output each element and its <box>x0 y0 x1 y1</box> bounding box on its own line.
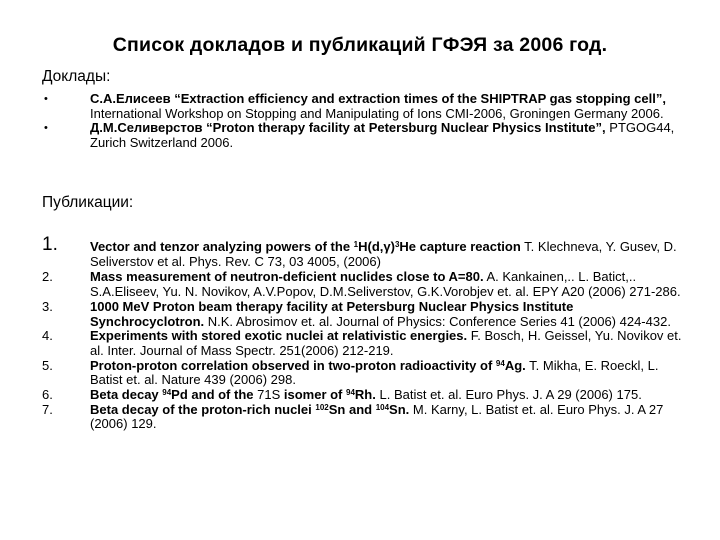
publication-text <box>90 270 690 299</box>
report-authors: С.А.Елисеев <box>90 91 171 106</box>
publications-list <box>42 234 682 432</box>
superscript: 94 <box>162 388 172 398</box>
report-authors: Д.М.Селиверстов <box>90 120 203 135</box>
report-text <box>90 121 690 150</box>
reports-list <box>42 92 682 150</box>
publication-title-part: Beta decay of the proton-rich nuclei <box>90 401 316 417</box>
publication-title-part: 1000 MeV Proton beam therapy facility at Petersburg Nuclear Physics Institute Synchrocyclotron. <box>90 298 574 329</box>
publication-title-part: Vector and tenzor analyzing powers of the <box>90 239 354 254</box>
publication-citation-part: T. Mikha, E. Roeckl, L. Batist et. al. Nature 439 (2006) 298. <box>90 357 659 388</box>
report-text <box>90 92 690 121</box>
publication-text <box>90 240 690 269</box>
publication-title-part: isomer of <box>280 387 347 403</box>
publication-item <box>42 359 682 388</box>
publication-item <box>42 388 682 403</box>
publication-citation-part: 71S <box>257 387 281 403</box>
publication-citation-part: L. Batist et. al. Euro Phys. J. A 29 (2006) 175. <box>375 387 642 403</box>
publication-text <box>90 300 690 329</box>
bullet-icon: • <box>44 122 48 134</box>
publication-title-part: Ag. <box>504 357 526 373</box>
publication-citation-part: M. Karny, L. Batist et. al. Euro Phys. J. A 27 (2006) 129. <box>90 401 664 432</box>
publication-citation-part: F. Bosch, H. Geissel, Yu. Novikov et. al. Inter. Journal of Mass Spectr. 251(2006) 212-219. <box>90 328 682 358</box>
publication-title-part: Mass measurement of neutron-deficient nuclides close to A=80. <box>90 269 484 285</box>
report-venue: PTGOG44, Zurich Switzerland 2006. <box>90 120 675 150</box>
publication-citation-part: T. Klechneva, Y. Gusev, D. Seliverstov et al. Phys. Rev. C 73, 03 4005, (2006) <box>90 239 677 269</box>
report-title: “Proton therapy facility at Petersburg Nuclear Physics Institute”, <box>206 120 606 135</box>
publication-number: 1. <box>42 234 58 255</box>
publication-number: 3. <box>42 298 53 314</box>
publication-item <box>42 234 682 269</box>
publication-text <box>90 403 690 432</box>
publication-text <box>90 388 690 403</box>
publication-number: 7. <box>42 401 53 417</box>
bullet-icon: • <box>44 93 48 105</box>
publication-title-part: Sn. <box>389 401 410 417</box>
publication-item <box>42 403 682 432</box>
publication-number: 5. <box>42 357 53 373</box>
publication-item <box>42 300 682 329</box>
publication-item <box>42 329 682 358</box>
publication-title-part: ) <box>390 239 395 254</box>
superscript: 3 <box>394 240 400 249</box>
superscript: 94 <box>346 388 355 398</box>
publication-title-part: Experiments with stored exotic nuclei at relativistic energies. <box>90 328 468 344</box>
publication-text <box>90 359 690 388</box>
superscript: 94 <box>495 358 505 368</box>
publication-title-part: H(d, <box>358 239 384 254</box>
publication-text <box>90 329 690 358</box>
superscript: 104 <box>375 402 390 412</box>
publication-title-part: Rh. <box>354 387 376 403</box>
superscript: 1 <box>353 240 359 249</box>
publication-title-part: Pd and of the <box>171 387 258 403</box>
publication-citation-part: N.K. Abrosimov et. al. Journal of Physics: Conference Series 41 (2006) 424-432. <box>204 313 671 329</box>
publication-number: 2. <box>42 269 53 285</box>
publication-number: 6. <box>42 387 53 403</box>
publication-citation-part: A. Kankainen,.. L. Batict,.. S.A.Eliseev, Yu. N. Novikov, A.V.Popov, D.M.Seliverstov, G.K.Vorobjev et. al. EPY A20 (2006) 271-286. <box>90 269 681 300</box>
publication-title-part: Proton-proton correlation observed in two-proton radioactivity of <box>90 357 496 373</box>
publication-item <box>42 270 682 299</box>
publication-number: 4. <box>42 328 53 344</box>
report-title: “Extraction efficiency and extraction times of the SHIPTRAP gas stopping cell”, <box>174 91 666 106</box>
reports-heading: Доклады: <box>42 68 111 85</box>
superscript: 102 <box>315 402 329 412</box>
publications-heading: Публикации: <box>42 194 134 211</box>
publication-title-part: Sn and <box>328 401 376 417</box>
publication-title-part: Beta decay <box>90 387 163 403</box>
report-item <box>42 92 682 121</box>
report-venue: International Workshop on Stopping and Manipulating of Ions CMI-2006, Groningen Germany 2006. <box>90 105 664 121</box>
report-item <box>42 121 682 150</box>
publication-title-part: γ <box>383 239 391 254</box>
slide-title: Список докладов и публикаций ГФЭЯ за 2006 год. <box>112 34 608 56</box>
publication-title-part: He capture reaction <box>399 239 521 254</box>
